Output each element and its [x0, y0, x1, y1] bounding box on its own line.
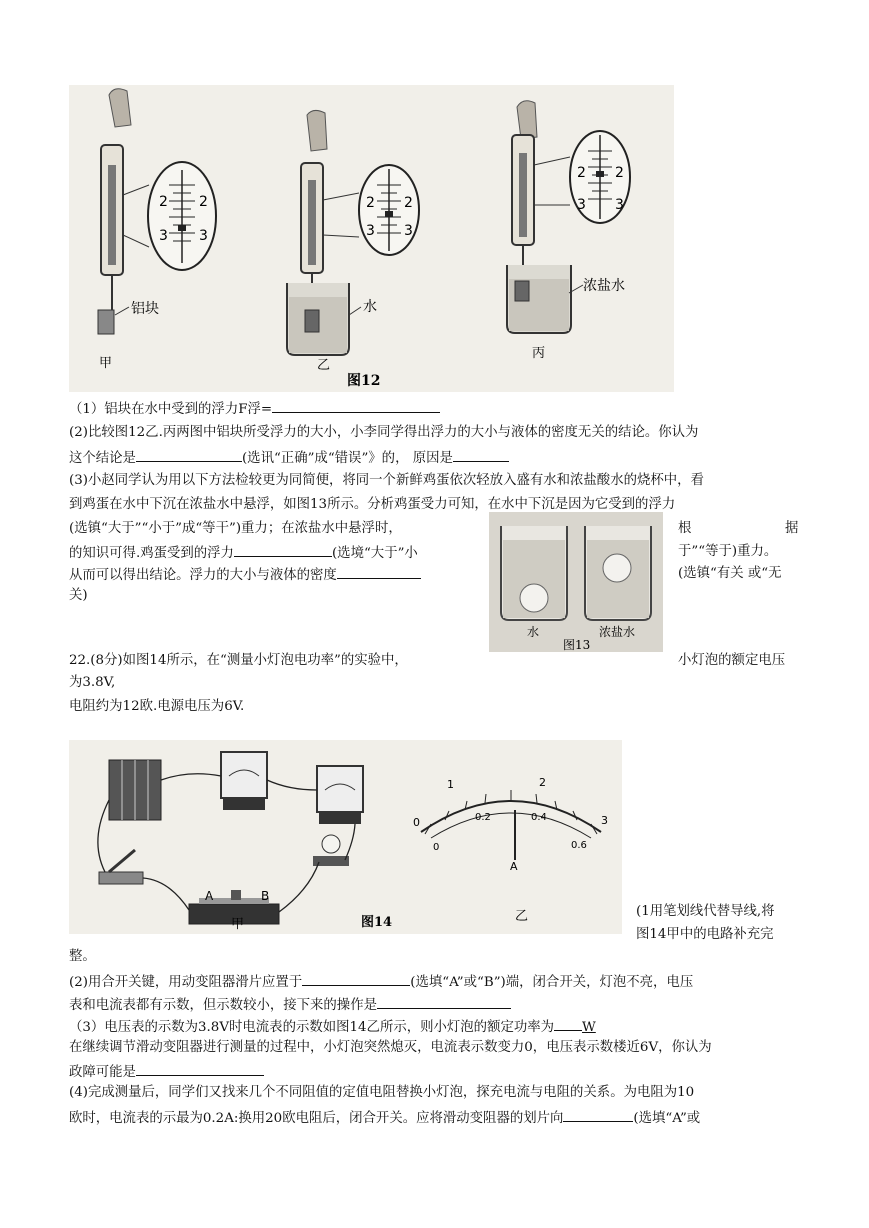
- q22-intro-right: 小灯泡的额定电压: [678, 653, 786, 668]
- q22-intro-line1: [69, 651, 801, 671]
- q21-p3-line3-ju: 据: [785, 521, 799, 536]
- fig14-tick-top-0: 0: [413, 816, 420, 829]
- figure-12: [69, 85, 674, 392]
- q21-p3-line4: [69, 542, 801, 564]
- fig12-scale-2-right: 2: [199, 194, 208, 210]
- fig14-tick-top-1: 1: [447, 778, 454, 791]
- q22-p3-blank-2[interactable]: [136, 1061, 264, 1076]
- fig12c-scale-2-right: 2: [615, 165, 624, 181]
- q21-p3-line4-a: 的知识可得.鸡蛋受到的浮力: [69, 546, 234, 561]
- fig14-tick-bottom-1: 0.2: [475, 812, 491, 823]
- q21-p3-line3-gen: 根: [678, 521, 692, 536]
- figure-12-drawing: [69, 85, 674, 392]
- q22-p2-line1-b: (选填“A”或“B”)端，闭合开关，灯泡不亮，电压: [410, 975, 694, 990]
- fig12-scale-2-left: 2: [159, 194, 168, 210]
- fig12-scale-3-left: 3: [159, 228, 168, 244]
- q22-p2-line1-a: (2)用合开关键，用动变阻器滑片应置于: [69, 975, 303, 990]
- q21-p3-line2: 到鸡蛋在水中下沉在浓盐水中悬浮，如图13所示。分析鸡蛋受力可知，在水中下沉是因为它受到的浮力: [69, 497, 676, 512]
- fig12c-scale-2-left: 2: [577, 165, 586, 181]
- q21-p1-text: （1）铝块在水中受到的浮力F浮=: [69, 402, 273, 417]
- fig14-tick-bottom-2: 0.4: [531, 812, 547, 823]
- fig12-label-brine: 浓盐水: [583, 278, 625, 294]
- q22-p2-line2: [69, 994, 801, 1016]
- figure-14-drawing: [69, 740, 622, 934]
- fig14-tick-top-3: 3: [601, 814, 608, 827]
- q22-p3-line2: 在继续调节滑动变阻器进行测量的过程中，小灯泡突然熄灭，电流表示数变力0，电压表示数楼近6V，你认为: [69, 1040, 712, 1055]
- fig14-meter-unit: A: [510, 860, 518, 873]
- fig12b-scale-2-right: 2: [404, 195, 413, 211]
- fig14-terminal-a: A: [205, 889, 214, 903]
- q22-p4-line1: (4)完成测量后，同学们又找来几个不同阻值的定值电阻替换小灯泡，探充电流与电阻的关系。为电阻为10: [69, 1085, 695, 1100]
- fig14-tick-bottom-0: 0: [433, 842, 440, 853]
- fig12b-scale-3-left: 3: [366, 223, 375, 239]
- fig12c-scale-3-left: 3: [577, 197, 586, 213]
- q21-p3-line5: [69, 564, 801, 586]
- q22-p2-line1: [69, 971, 801, 993]
- fig12c-scale-3-right: 3: [615, 197, 624, 213]
- q21-p3-blank-2[interactable]: [337, 564, 421, 579]
- q22-intro-line3: 电阻约为12欧.电源电压为6V.: [69, 699, 245, 714]
- q21-p2-line1: (2)比较图12乙.丙两图中铝块所受浮力的大小，小李同学得出浮力的大小与液体的密度无关的结论。你认为: [69, 425, 699, 440]
- q21-p2-line2-b: (选讯“正确”成“错误”》的， 原因是: [241, 451, 453, 466]
- q22-p2-blank-1[interactable]: [302, 971, 410, 986]
- fig14-tick-bottom-3: 0.6: [571, 840, 587, 851]
- q21-p3-line1: (3)小赵同学认为用以下方法检较更为同简便，将同一个新鲜鸡蛋依次轻放入盛有水和浓盐酸水的烧杯中，看: [69, 473, 704, 488]
- fig12-scale-3-right: 3: [199, 228, 208, 244]
- fig12-caption: 图12: [347, 373, 381, 389]
- q22-p4-line2: [69, 1107, 801, 1129]
- q21-p3-line3: [69, 519, 801, 539]
- fig12-label-bing: 丙: [532, 346, 546, 361]
- fig12-label-block: 铝块: [131, 301, 159, 317]
- q21-p3-line4-right: 于”“等于)重力。: [678, 544, 778, 559]
- q22-p2-line2-text: 表和电流表都有示数，但示数较小，接下来的操作是: [69, 998, 377, 1013]
- q21-p3-line5-left: 从而可以得出结论。浮力的大小与液体的密度: [69, 568, 337, 583]
- fig12-label-jia: 甲: [99, 356, 113, 371]
- q21-p2-line2: [69, 447, 801, 469]
- q21-p3-line4-b: (选境“大于”小: [331, 546, 418, 561]
- q22-p3-unit: W: [582, 1020, 596, 1035]
- fig12b-scale-2-left: 2: [366, 195, 375, 211]
- q21-p1-blank[interactable]: [272, 398, 440, 413]
- q21-p3-blank-1[interactable]: [234, 542, 332, 557]
- fig13-label-water: 水: [527, 625, 540, 639]
- q22-p4-line2-a: 欧时，电流表的示最为0.2A:换用20欧电阻后，闭合开关。应将滑动变阻器的划片向: [69, 1111, 564, 1126]
- fig14-caption: 图14: [361, 915, 393, 930]
- q22-p3-line1-a: （3）电压表的示数为3.8V时电流表的示数如图14乙所示，则小灯泡的额定功率为: [69, 1020, 555, 1035]
- fig13-caption: 图13: [563, 638, 591, 652]
- fig14-label-jia: 甲: [231, 917, 245, 932]
- q21-p2-blank-2[interactable]: [453, 447, 509, 462]
- q22-p3-line1: [69, 1016, 801, 1038]
- q22-intro-line2: 为3.8V,: [69, 675, 116, 690]
- q22-p2-blank-2[interactable]: [377, 994, 511, 1009]
- fig12-label-water: 水: [363, 299, 377, 315]
- q21-p3-line5-right: (选镇“有关 或“无: [678, 566, 782, 581]
- q22-intro-left: 22.(8分)如图14所示，在“测量小灯泡电功率”的实验中，: [69, 653, 408, 668]
- q21-p3-line3-left: (选镇“大于”“小于”成“等干”)重力；在浓盐水中悬浮时，: [69, 521, 402, 536]
- q22-p1-right-line2: 图14甲中的电路补充完: [636, 927, 774, 942]
- figure-14: [69, 740, 622, 934]
- q22-p3-blank-1[interactable]: [554, 1016, 582, 1031]
- q22-p1-line3: 整。: [69, 949, 96, 964]
- q21-p1: [69, 398, 801, 420]
- q22-p4-blank-1[interactable]: [563, 1107, 633, 1122]
- q22-p3-line3: [69, 1061, 801, 1083]
- fig12-label-yi: 乙: [317, 358, 331, 373]
- fig12b-scale-3-right: 3: [404, 223, 413, 239]
- figure-13: [489, 512, 663, 652]
- figure-13-drawing: [489, 512, 663, 652]
- q21-p2-line2-a: 这个结论是: [69, 451, 136, 466]
- q22-p3-line3-text: 政障可能是: [69, 1065, 136, 1080]
- q21-p3-line6: 关): [69, 588, 88, 603]
- q22-p4-line2-b: (选填“A”或: [633, 1111, 701, 1126]
- q22-p1-right-line1: (1用笔划线代替导线,将: [636, 904, 775, 919]
- q21-p2-blank-1[interactable]: [136, 447, 242, 462]
- fig14-label-yi: 乙: [515, 909, 529, 924]
- fig14-tick-top-2: 2: [539, 776, 546, 789]
- fig14-terminal-b: B: [261, 889, 270, 903]
- fig13-label-brine: 浓盐水: [599, 625, 636, 639]
